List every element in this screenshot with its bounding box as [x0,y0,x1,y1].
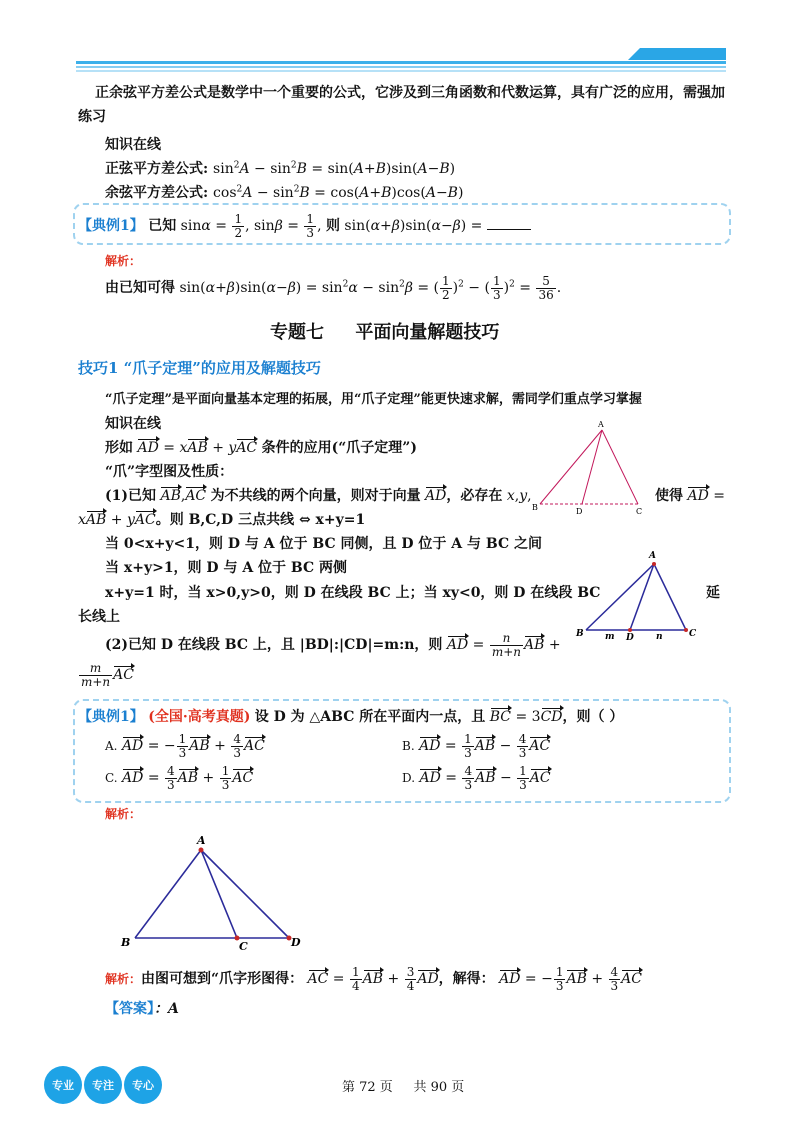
case2: 当 x+y>1，则 D 与 A 位于 BC 两侧 [105,560,348,576]
claw-figure-1 [530,418,650,518]
sine-formula: 正弦平方差公式: $\sin^2A - \sin^2B = \sin(A+B)\sin(A-B)$ [105,160,456,177]
fig2-line-ad [630,564,654,630]
claw-figure-2 [570,548,705,644]
claw-figure-3 [115,830,315,950]
option-a[interactable]: A. AD = − $\frac{1}{3}$ AB + $\frac{4}{3}$ AC [105,732,265,760]
example2-question: 【典例1】 (全国·高考真题) 设 D 为 △ABC 所在平面内一点，且 BC = 3CD，则（ ） [78,709,624,725]
prop2-line2: $\frac{m}{m+n}$ AC [81,661,134,689]
skill-intro: “爪子定理”是平面向量基本定理的拓展，用“爪子定理”能更快速求解，需同学们重点学习掌握 [105,392,642,407]
page-footer: 第 72 页 共 90 页 [342,1080,465,1095]
fig1-line-ab [540,430,602,504]
fig3-line-ab [135,850,201,938]
fig3-label-b: B [121,936,131,949]
cosine-formula-label: 余弦平方差公式: [105,185,209,201]
example-tag-2: 【典例1】 [78,709,144,725]
knowledge-label-2: 知识在线 [105,416,161,432]
option-c[interactable]: C. AD = $\frac{4}{3}$ AB + $\frac{1}{3}$ AC [105,764,254,792]
answer-value: ：A [154,1001,179,1017]
answer-label: 【答案】 [105,1001,154,1017]
skill-heading: 技巧1 “爪子定理”的应用及解题技巧 [78,359,321,377]
claw-props: “爪”字型图及性质： [105,464,234,480]
intro-text-cont: 练习 [78,109,106,125]
fig2-label-b: B [576,629,584,639]
sine-formula-label: 正弦平方差公式: [105,161,209,177]
cosine-formula: 余弦平方差公式: $\cos^2A - \sin^2B = \cos(A+B)\cos(A-B)$ [105,184,464,201]
fig2-label-a: A [649,551,656,561]
badge-focused: 专注 [84,1066,122,1104]
knowledge-label: 知识在线 [105,137,161,153]
fig3-label-c: C [239,940,248,950]
prop1: (1)已知 AB,AC 为不共线的两个向量，则对于向量 AD，必存在 x,y, [105,488,532,504]
fig1-label-c: C [636,507,643,516]
form-text: 形如 AD = xAB + yAC 条件的应用(“爪子定理”) [105,440,417,456]
footer-badges [44,1066,164,1106]
fig2-point-c [684,628,688,632]
badge-dedicated: 专心 [124,1066,162,1104]
fig1-label-a: A [598,420,604,429]
fig2-label-d: D [626,633,634,643]
fig3-line-ac [201,850,237,938]
badge-professional: 专业 [44,1066,82,1104]
fig1-line-ad [582,430,602,504]
fig2-line-ac [654,564,686,630]
prop1-line2: xAB + yAC。则 B,C,D 三点共线 ⇔ x+y=1 [78,512,366,528]
fig2-line-ab [586,564,654,630]
solution1: 由已知可得 $\sin(\alpha+\beta)\sin(\alpha-\beta) = \sin^2\alpha - \sin^2\beta$ = ( $\frac{1}{2}$ )$^2$ − ( $\frac{1}{3}$ )$^2$ = $\frac{5}{36}$ . [105,274,562,302]
case3: x+y=1 时，当 x>0,y>0，则 D 在线段 BC 上；当 xy<0，则 D 在线段 BC [105,585,601,601]
intro-text: 正余弦平方差公式是数学中一个重要的公式，它涉及到三角函数和代数运算，具有广泛的应用，需强加 [95,85,725,101]
header-stripe [0,0,800,80]
example-tag: 【典例1】 [78,218,144,235]
fig2-label-n: n [656,632,663,642]
prop1-end: 使得 AD = [655,488,725,504]
fig3-label-a: A [197,834,206,847]
case3-line2: 长线上 [78,609,120,625]
fig2-point-d [628,628,632,632]
option-b[interactable]: B. AD = $\frac{1}{3}$ AB − $\frac{4}{3}$ AC [402,732,551,760]
example1-question: 【典例1】 已知 sinα = $\frac{1}{2}$ , sinβ = $\frac{1}{3}$ , 则 sin(α+β)sin(α−β) = [78,213,531,239]
case1: 当 0<x+y<1，则 D 与 A 位于 BC 同侧，且 D 位于 A 与 BC 之间 [105,536,542,552]
fig3-line-ad [201,850,289,938]
fig2-point-a [652,562,656,566]
fig2-label-c: C [689,629,697,639]
fig1-label-b: B [532,503,538,512]
fig3-label-d: D [291,936,301,949]
solution-label-2: 解析： [105,807,142,821]
example-source: (全国·高考真题) [148,709,251,725]
section-title: 专题七 平面向量解题技巧 [270,322,500,343]
answer [105,998,179,1018]
solution2: 解析：由图可想到“爪字形图得： AC = $\frac{1}{4}$ AB + $\frac{3}{4}$ AD，解得： AD = − $\frac{1}{3}$ AB + $\frac{4}{3}$ AC [105,965,642,993]
fig1-line-ac [602,430,638,504]
case3-end: 延 [706,585,720,601]
answer-blank[interactable] [487,229,531,230]
prop2: (2)已知 D 在线段 BC 上，且 |BD|:|CD|=m:n，则 AD = $\frac{n}{m+n}$ AB + [105,631,561,659]
fig3-point-a [199,848,204,853]
fig2-label-m: m [605,632,615,642]
solution-label: 解析： [105,254,142,268]
option-d[interactable]: D. AD = $\frac{4}{3}$ AB − $\frac{1}{3}$ AC [402,764,551,792]
fig1-label-d: D [576,507,583,516]
